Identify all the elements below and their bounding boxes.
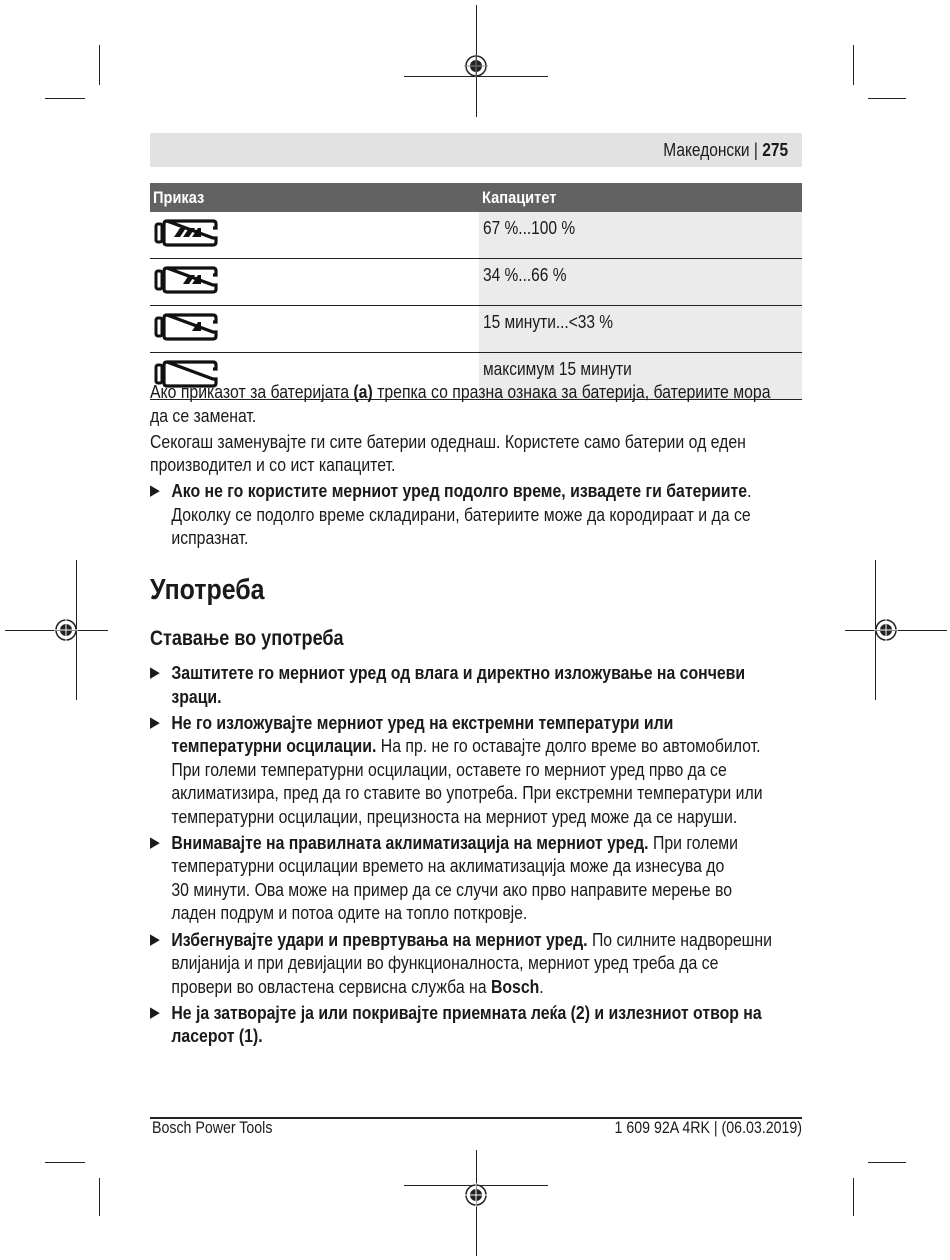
text-line bbox=[171, 1024, 799, 1048]
text: На пр. не го оставајте долго време во автомобилот. bbox=[376, 735, 761, 757]
bullet-item bbox=[150, 928, 800, 999]
bold-text: (a) bbox=[353, 381, 373, 402]
text: Доколку се подолго време складирани, батериите може да кородираат и да се bbox=[171, 503, 751, 525]
text: 30 минути. Ова може на пример да се случи ако прво направите мерење во bbox=[171, 878, 732, 900]
text-line bbox=[171, 503, 799, 527]
battery-full-icon bbox=[153, 219, 219, 247]
text: испразнат. bbox=[171, 527, 249, 549]
text-line bbox=[171, 711, 799, 735]
battery-two-thirds-icon bbox=[153, 266, 219, 294]
bullet-triangle-icon: ▶ bbox=[150, 833, 160, 851]
text-line bbox=[171, 854, 799, 878]
bullet-triangle-icon: ▶ bbox=[150, 482, 160, 500]
bold-text: Не ја затворајте ја или покривајте приемната леќа (2) и излезниот отвор на bbox=[171, 1001, 762, 1023]
registration-target-icon bbox=[464, 1183, 488, 1207]
registration-target-icon bbox=[54, 618, 78, 642]
text: При големи bbox=[648, 831, 738, 853]
text-line bbox=[171, 805, 799, 829]
bullet-item bbox=[150, 479, 800, 550]
bold-text: температурни осцилации. bbox=[171, 735, 377, 757]
text: влијанија и при девијации во функционалноста, мерниот уред треба да се bbox=[171, 952, 719, 974]
text-line bbox=[171, 734, 799, 758]
registration-target-icon bbox=[874, 618, 898, 642]
bold-text: зраци. bbox=[171, 685, 222, 707]
text: да се заменат. bbox=[150, 404, 257, 426]
table-row bbox=[150, 212, 802, 259]
paragraph bbox=[150, 380, 800, 427]
header-separator: | bbox=[753, 140, 758, 160]
text-line bbox=[150, 380, 800, 404]
bullet-triangle-icon: ▶ bbox=[150, 1003, 160, 1021]
column-header-capacity: Капацитет bbox=[479, 183, 802, 212]
intro-text bbox=[150, 380, 800, 553]
column-header-display: Приказ bbox=[150, 183, 479, 212]
text-line bbox=[171, 479, 799, 503]
text: ладен подрум и потоа одите на топло поткровје. bbox=[171, 902, 528, 924]
text-line bbox=[171, 685, 799, 709]
registration-target-icon bbox=[464, 54, 488, 78]
bullet-triangle-icon: ▶ bbox=[150, 713, 160, 731]
text-line bbox=[171, 781, 799, 805]
battery-one-third-icon bbox=[153, 313, 219, 341]
table-row bbox=[150, 306, 802, 353]
page-header bbox=[150, 133, 802, 167]
text-line bbox=[171, 951, 799, 975]
text-line bbox=[150, 430, 800, 454]
bullet-item bbox=[150, 661, 800, 708]
text: . bbox=[747, 480, 752, 502]
text: По силните надворешни bbox=[587, 928, 772, 950]
capacity-value: максимум 15 минути bbox=[483, 359, 632, 379]
text: Секогаш заменувајте ги сите батерии одеднаш. Користете само батерии од еден bbox=[150, 430, 746, 452]
section-title: Употреба bbox=[150, 574, 265, 606]
text-line bbox=[171, 878, 799, 902]
subsection-title: Ставање во употреба bbox=[150, 627, 344, 650]
text-line bbox=[171, 526, 799, 550]
text: Ако приказот за батеријата bbox=[150, 381, 354, 402]
text: температурни осцилации времето на аклиматизација може да изнесува до bbox=[171, 855, 725, 877]
bullet-triangle-icon: ▶ bbox=[150, 930, 160, 948]
capacity-value: 34 %...66 % bbox=[483, 265, 567, 285]
bullet-item bbox=[150, 831, 800, 925]
text: температурни осцилации, прецизноста на мерниот уред може да се наруши. bbox=[171, 805, 738, 827]
text-line bbox=[150, 404, 800, 428]
text-line bbox=[171, 901, 799, 925]
text: . bbox=[539, 975, 544, 997]
bold-text: Избегнувајте удари и превртувања на мерниот уред. bbox=[171, 928, 588, 950]
text: аклиматизира, пред да го ставите во употреба. При екстремни температури или bbox=[171, 782, 763, 804]
footer-doc-id: 1 609 92A 4RK | (06.03.2019) bbox=[614, 1119, 802, 1137]
text-line bbox=[171, 831, 799, 855]
text: производител и со ист капацитет. bbox=[150, 454, 396, 476]
bold-text: Заштитете го мерниот уред од влага и директно изложување на сончеви bbox=[171, 662, 746, 683]
battery-capacity-table bbox=[150, 183, 802, 400]
text: провери во овластена сервисна служба на bbox=[171, 975, 491, 997]
bullet-item bbox=[150, 711, 800, 829]
safety-bullets bbox=[150, 661, 800, 1050]
text-line bbox=[171, 928, 799, 952]
paragraph bbox=[150, 430, 800, 477]
bold-text: ласерот (1). bbox=[171, 1025, 263, 1047]
footer-brand: Bosch Power Tools bbox=[152, 1119, 273, 1137]
capacity-value: 15 минути...<33 % bbox=[483, 312, 614, 332]
bullet-triangle-icon: ▶ bbox=[150, 664, 160, 681]
bold-text: Ако не го користите мерниот уред подолго време, извадете ги батериите bbox=[171, 480, 748, 502]
bold-text: Внимавајте на правилната аклиматизација на мерниот уред. bbox=[171, 831, 649, 853]
text: трепка со празна ознака за батерија, батериите мора bbox=[372, 381, 771, 402]
text-line bbox=[150, 453, 800, 477]
table-row bbox=[150, 259, 802, 306]
text-line bbox=[171, 758, 799, 782]
bullet-item bbox=[150, 1001, 800, 1048]
text-line bbox=[171, 1001, 799, 1025]
bold-text: Bosch bbox=[490, 975, 540, 997]
page-number: 275 bbox=[762, 140, 788, 160]
capacity-value: 67 %...100 % bbox=[483, 218, 576, 238]
bold-text: Не го изложувајте мерниот уред на екстремни температури или bbox=[171, 711, 674, 733]
text: При големи температурни осцилации, оставете го мерниот уред прво да се bbox=[171, 758, 727, 780]
text-line bbox=[171, 975, 799, 999]
text-line bbox=[171, 661, 799, 685]
header-language: Македонски bbox=[663, 140, 750, 160]
